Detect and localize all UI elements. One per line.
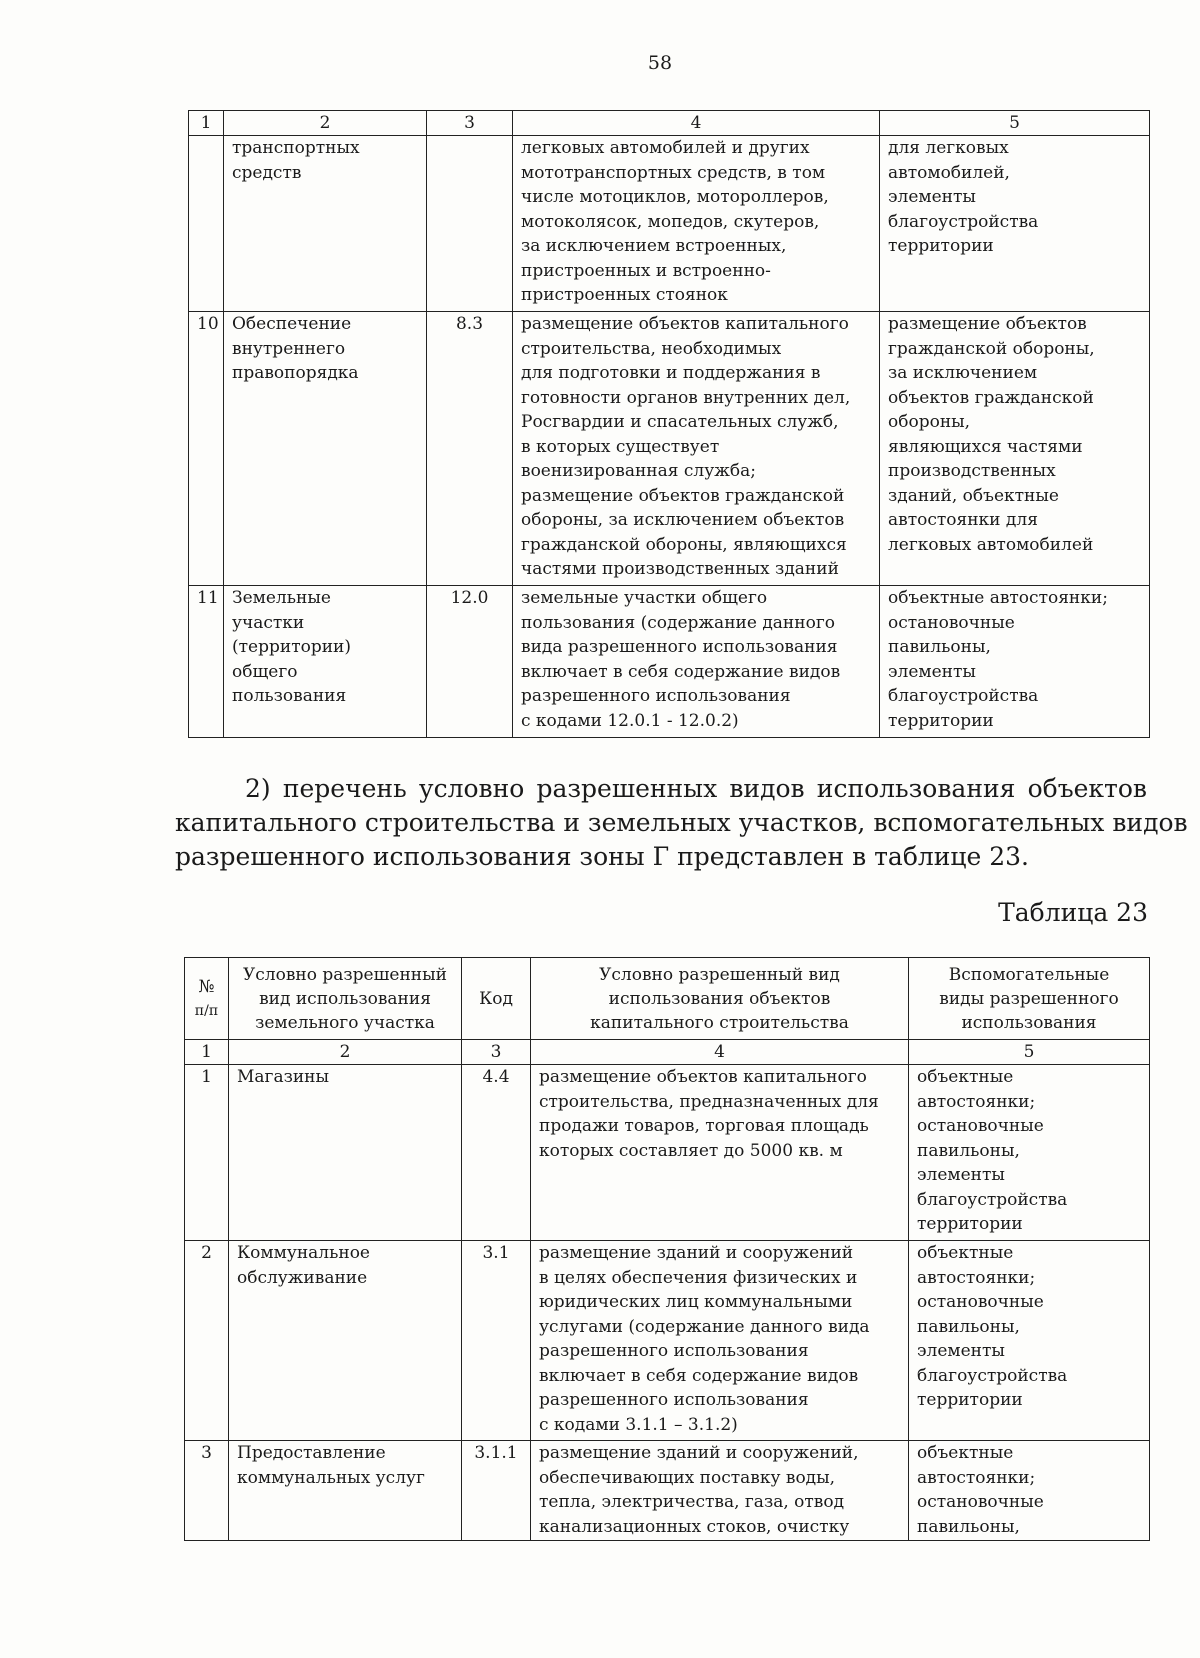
- paragraph-line: 2) перечень условно разрешенных видов использования объектов: [245, 774, 1147, 803]
- column-number: 3: [427, 111, 513, 136]
- use-description: размещение объектов капитального строительства, предназначенных для продажи товаров, торговая площадь которых составляет до 5000 кв. м: [531, 1065, 909, 1241]
- row-number: [189, 136, 224, 312]
- use-description: земельные участки общего пользования (содержание данного вида разрешенного использования включает в себя содержание видов разрешенного использования с кодами 12.0.1 - 12.0.2): [513, 586, 880, 738]
- header-code: Код: [462, 958, 531, 1040]
- column-number: 5: [880, 111, 1150, 136]
- use-code: 8.3: [427, 312, 513, 586]
- auxiliary-uses: объектные автостоянки; остановочные павильоны, элементы благоустройства территории: [909, 1241, 1150, 1441]
- paragraph-line: капитального строительства и земельных участков, вспомогательных видов: [175, 808, 1188, 837]
- column-number: 3: [462, 1040, 531, 1065]
- use-code: 3.1: [462, 1241, 531, 1441]
- auxiliary-uses: для легковых автомобилей, элементы благоустройства территории: [880, 136, 1150, 312]
- body-paragraph: [175, 772, 1188, 874]
- header-row: [185, 958, 1150, 1040]
- auxiliary-uses: объектные автостоянки; остановочные павильоны, элементы благоустройства территории: [909, 1065, 1150, 1241]
- land-use-name: Магазины: [229, 1065, 462, 1241]
- land-use-name: Коммунальное обслуживание: [229, 1241, 462, 1441]
- land-use-name: Земельные участки (территории) общего пользования: [224, 586, 427, 738]
- table-23: [184, 957, 1150, 1541]
- table-row: [185, 1241, 1150, 1441]
- row-number: 3: [185, 1441, 229, 1541]
- column-number: 5: [909, 1040, 1150, 1065]
- row-number: 10: [189, 312, 224, 586]
- header-num: № п/п: [185, 958, 229, 1040]
- column-number: 4: [513, 111, 880, 136]
- use-description: размещение зданий и сооружений в целях обеспечения физических и юридических лиц коммунальными услугами (содержание данного вида разрешенного использования включает в себя содержание видов разрешенного использования с кодами 3.1.1 – 3.1.2): [531, 1241, 909, 1441]
- column-number: 1: [189, 111, 224, 136]
- auxiliary-uses: размещение объектов гражданской обороны, за исключением объектов гражданской обороны, являющихся частями производственных зданий, объектные автостоянки для легковых автомобилей: [880, 312, 1150, 586]
- column-number-row: [189, 111, 1150, 136]
- auxiliary-uses: объектные автостоянки; остановочные павильоны,: [909, 1441, 1150, 1541]
- row-number: 1: [185, 1065, 229, 1241]
- continued-table: [188, 110, 1150, 738]
- column-number: 2: [224, 111, 427, 136]
- use-description: легковых автомобилей и других мототранспортных средств, в том числе мотоциклов, мотороллеров, мотоколясок, мопедов, скутеров, за исключением встроенных, пристроенных и встроенно- пристроенных стоянок: [513, 136, 880, 312]
- header-land-use: Условно разрешенный вид использования земельного участка: [229, 958, 462, 1040]
- use-description: размещение объектов капитального строительства, необходимых для подготовки и поддержания в готовности органов внутренних дел, Росгвардии и спасательных служб, в которых существует военизированная служба; размещение объектов гражданской обороны, за исключением объектов гражданской обороны, являющихся частями производственных зданий: [513, 312, 880, 586]
- header-capital-use: Условно разрешенный вид использования объектов капитального строительства: [531, 958, 909, 1040]
- row-number: 11: [189, 586, 224, 738]
- table-row: [189, 312, 1150, 586]
- column-number: 2: [229, 1040, 462, 1065]
- paragraph-line: разрешенного использования зоны Г представлен в таблице 23.: [175, 842, 1030, 871]
- column-number: 1: [185, 1040, 229, 1065]
- column-number-row: [185, 1040, 1150, 1065]
- page-number: 58: [647, 52, 673, 74]
- use-code: [427, 136, 513, 312]
- header-auxiliary: Вспомогательные виды разрешенного использования: [909, 958, 1150, 1040]
- table-row: [185, 1441, 1150, 1541]
- land-use-name: Предоставление коммунальных услуг: [229, 1441, 462, 1541]
- table-row: [185, 1065, 1150, 1241]
- table-row: [189, 136, 1150, 312]
- row-number: 2: [185, 1241, 229, 1441]
- use-code: 3.1.1: [462, 1441, 531, 1541]
- table-caption: Таблица 23: [998, 898, 1148, 927]
- land-use-name: Обеспечение внутреннего правопорядка: [224, 312, 427, 586]
- use-description: размещение зданий и сооружений, обеспечивающих поставку воды, тепла, электричества, газа, отвод канализационных стоков, очистку: [531, 1441, 909, 1541]
- use-code: 4.4: [462, 1065, 531, 1241]
- land-use-name: транспортных средств: [224, 136, 427, 312]
- table-row: [189, 586, 1150, 738]
- use-code: 12.0: [427, 586, 513, 738]
- column-number: 4: [531, 1040, 909, 1065]
- auxiliary-uses: объектные автостоянки; остановочные павильоны, элементы благоустройства территории: [880, 586, 1150, 738]
